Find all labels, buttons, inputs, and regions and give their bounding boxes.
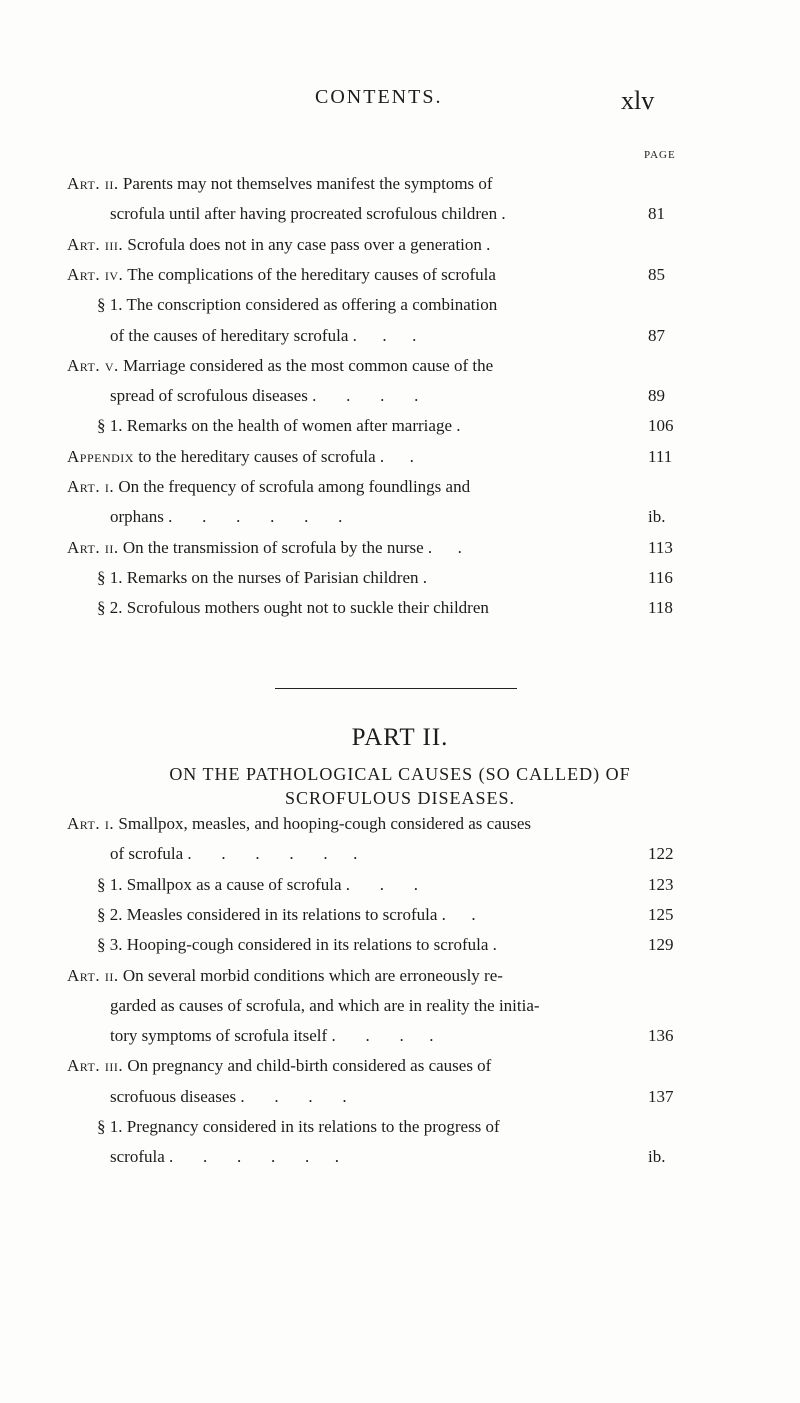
toc-entry	[67, 965, 503, 987]
toc-entry	[67, 813, 531, 835]
article-label: Art. i.	[67, 814, 115, 833]
leader-dots: . . . .	[331, 1026, 434, 1045]
section-label: § 1.	[97, 1117, 123, 1136]
toc-entry	[97, 1116, 500, 1138]
entry-text: Scrofulous mothers ought not to suckle their children	[126, 598, 489, 617]
entry-text: orphans	[110, 507, 164, 526]
entry-text: The complications of the hereditary causes of scrofula	[127, 265, 496, 284]
toc-entry	[110, 843, 357, 865]
page-ref: 129	[648, 935, 674, 954]
entry-text: Remarks on the health of women after marriage	[126, 416, 452, 435]
toc-entry	[110, 203, 506, 225]
toc-entry	[97, 567, 427, 589]
entry-text: On pregnancy and child-birth considered as causes of	[127, 1056, 492, 1075]
section-label: § 1.	[97, 875, 123, 894]
toc-entry	[97, 934, 497, 956]
entry-text: scrofula until after having procreated scrofulous children	[110, 204, 498, 223]
leader-dots: .	[456, 416, 461, 435]
entry-text: On several morbid conditions which are erroneously re-	[122, 966, 503, 985]
toc-entry	[97, 415, 460, 437]
page-ref: 137	[648, 1087, 674, 1106]
leader-dots: . .	[379, 447, 414, 466]
page-ref: 111	[648, 447, 673, 466]
toc-entry	[67, 537, 462, 559]
section-label: § 1.	[97, 295, 123, 314]
leader-dots: . . . .	[240, 1087, 347, 1106]
toc-entry	[67, 173, 493, 195]
article-label: Art. ii.	[67, 966, 119, 985]
page-ref: ib.	[648, 1147, 666, 1166]
entry-text: The conscription considered as offering a combination	[126, 295, 498, 314]
entry-text: Marriage considered as the most common cause of the	[123, 356, 494, 375]
page-number: xlv	[621, 86, 655, 115]
entry-text: Parents may not themselves manifest the symptoms of	[122, 174, 493, 193]
toc-entry	[67, 446, 414, 468]
section-label: § 1.	[97, 568, 123, 587]
entry-text: garded as causes of scrofula, and which are in reality the initia-	[110, 996, 540, 1015]
section-divider	[275, 688, 517, 689]
part-title: PART II.	[351, 724, 449, 751]
toc-entry	[67, 355, 493, 377]
toc-entry	[97, 294, 497, 316]
page-ref: 136	[648, 1026, 674, 1045]
entry-text: On the frequency of scrofula among foundlings and	[118, 477, 471, 496]
article-label: Art. ii.	[67, 174, 119, 193]
article-label: Art. iii.	[67, 235, 124, 254]
article-label: Art. ii.	[67, 538, 119, 557]
running-title: CONTENTS.	[315, 86, 443, 108]
entry-text: Pregnancy considered in its relations to the progress of	[126, 1117, 500, 1136]
page-ref: 81	[648, 204, 665, 223]
page-ref: 113	[648, 538, 673, 557]
section-label: § 2.	[97, 598, 123, 617]
entry-text: Smallpox, measles, and hooping-cough considered as causes	[118, 814, 532, 833]
section-label: § 2.	[97, 905, 123, 924]
page-ref: 85	[648, 265, 665, 284]
page-ref: 87	[648, 326, 665, 345]
section-label: § 1.	[97, 416, 123, 435]
leader-dots: .	[492, 935, 497, 954]
toc-entry	[97, 904, 476, 926]
page-column-label: PAGE	[644, 149, 676, 161]
entry-text: Measles considered in its relations to scrofula	[126, 905, 438, 924]
article-label: Art. iv.	[67, 265, 124, 284]
entry-text: to the hereditary causes of scrofula	[138, 447, 376, 466]
page-ref: 89	[648, 386, 665, 405]
leader-dots: . . . .	[312, 386, 419, 405]
page-ref: 125	[648, 905, 674, 924]
page-ref: 106	[648, 416, 674, 435]
leader-dots: . . . . . .	[168, 507, 343, 526]
toc-entry	[110, 1025, 433, 1047]
toc-entry	[110, 995, 540, 1017]
toc-entry	[67, 476, 470, 498]
leader-dots: .	[501, 204, 506, 223]
leader-dots: . . .	[345, 875, 419, 894]
running-header	[0, 86, 800, 126]
toc-entry	[110, 1086, 347, 1108]
leader-dots: . .	[441, 905, 476, 924]
page-ref: 118	[648, 598, 673, 617]
entry-text: of scrofula	[110, 844, 184, 863]
page-ref: ib.	[648, 507, 666, 526]
toc-entry	[67, 264, 496, 286]
entry-text: Smallpox as a cause of scrofula	[126, 875, 342, 894]
entry-text: Remarks on the nurses of Parisian children	[126, 568, 419, 587]
page-ref: 123	[648, 875, 674, 894]
article-label: Art. i.	[67, 477, 115, 496]
toc-entry	[110, 506, 342, 528]
page-ref: 116	[648, 568, 673, 587]
entry-text: tory symptoms of scrofula itself	[110, 1026, 328, 1045]
entry-text: Scrofula does not in any case pass over a generation .	[127, 235, 491, 254]
leader-dots: . . . . . .	[169, 1147, 340, 1166]
toc-entry	[97, 874, 418, 896]
toc-entry	[67, 234, 490, 256]
leader-dots: . . . . . .	[187, 844, 358, 863]
entry-text: spread of scrofulous diseases	[110, 386, 308, 405]
leader-dots: . . .	[352, 326, 417, 345]
article-label: Art. iii.	[67, 1056, 124, 1075]
toc-entry	[110, 1146, 339, 1168]
article-label: Art. v.	[67, 356, 119, 375]
section-label: § 3.	[97, 935, 123, 954]
part-subtitle-line2: SCROFULOUS DISEASES.	[284, 788, 516, 808]
toc-entry	[110, 325, 416, 347]
page-ref: 122	[648, 844, 674, 863]
entry-text: scrofula	[110, 1147, 165, 1166]
toc-entry	[97, 597, 489, 619]
leader-dots: . .	[427, 538, 462, 557]
leader-dots: .	[422, 568, 428, 587]
part-subtitle-line1: ON THE PATHOLOGICAL CAUSES (SO CALLED) OF	[169, 764, 631, 784]
entry-text: of the causes of hereditary scrofula	[110, 326, 349, 345]
article-label: Appendix	[67, 447, 134, 466]
toc-entry	[110, 385, 418, 407]
toc-entry	[67, 1055, 491, 1077]
entry-text: On the transmission of scrofula by the nurse	[122, 538, 424, 557]
entry-text: scrofuous diseases	[110, 1087, 237, 1106]
entry-text: Hooping-cough considered in its relations to scrofula	[126, 935, 489, 954]
